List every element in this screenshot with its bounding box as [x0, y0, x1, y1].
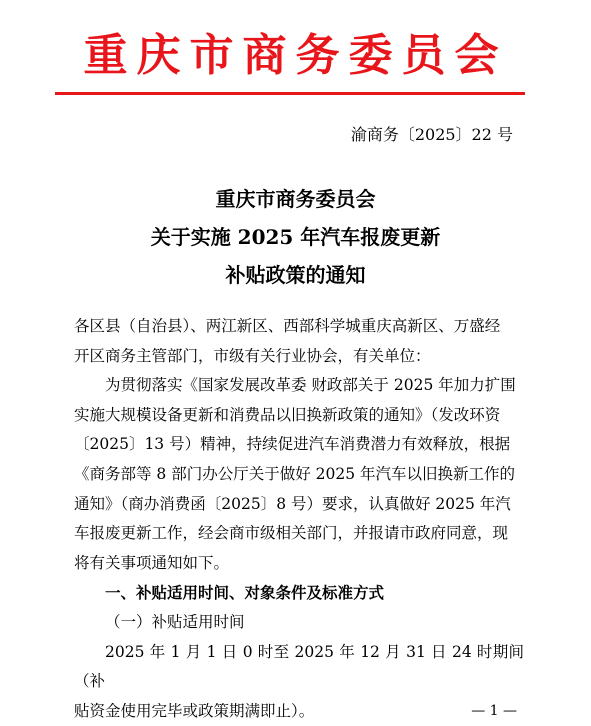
intro-line-3: 〔2025〕13 号）精神，持续促进汽车消费潜力有效释放，根据 [74, 435, 511, 454]
section-1-heading: 一、补贴适用时间、对象条件及标准方式 [105, 583, 385, 603]
page-number: — 1 — [471, 703, 517, 719]
intro-line-4: 《商务部等 8 部门办公厅关于做好 2025 年汽车以旧换新工作的 [74, 464, 516, 483]
section-1-sub-1-line-2: 贴资金使用完毕或政策期满即止）。 [74, 701, 315, 720]
addressee-line-1: 各区县（自治县）、两江新区、西部科学城重庆高新区、万盛经 [74, 317, 501, 335]
intro-line-6: 车报废更新工作，经会商市级相关部门，并报请市政府同意，现 [74, 524, 509, 543]
section-1-subheading-1: （一）补贴适用时间 [105, 612, 245, 631]
document-number: 渝商务〔2025〕22 号 [350, 125, 513, 144]
document-title [0, 180, 591, 294]
title-line-1: 重庆市商务委员会 [215, 187, 376, 211]
masthead-red-rule [55, 92, 525, 95]
addressee-line-2: 开区商务主管部门，市级有关行业协会，有关单位： [74, 346, 431, 365]
masthead-title: 重庆市商务委员会 [83, 30, 508, 81]
section-1-sub-1-line-1: 2025 年 1 月 1 日 0 时至 2025 年 12 月 31 日 24 时期间（补 [74, 642, 524, 691]
document-body [74, 312, 524, 726]
intro-line-7: 将有关事项通知如下。 [74, 553, 230, 572]
title-line-3: 补贴政策的通知 [225, 263, 366, 287]
intro-line-1: 为贯彻落实《国家发展改革委 财政部关于 2025 年加力扩围 [105, 376, 516, 395]
title-line-2: 关于实施 2025 年汽车报废更新 [150, 225, 441, 249]
intro-line-5: 通知》（商办消费函〔2025〕8 号）要求，认真做好 2025 年汽 [74, 494, 511, 513]
intro-line-2: 实施大规模设备更新和消费品以旧换新政策的通知》（发改环资 [74, 405, 501, 424]
